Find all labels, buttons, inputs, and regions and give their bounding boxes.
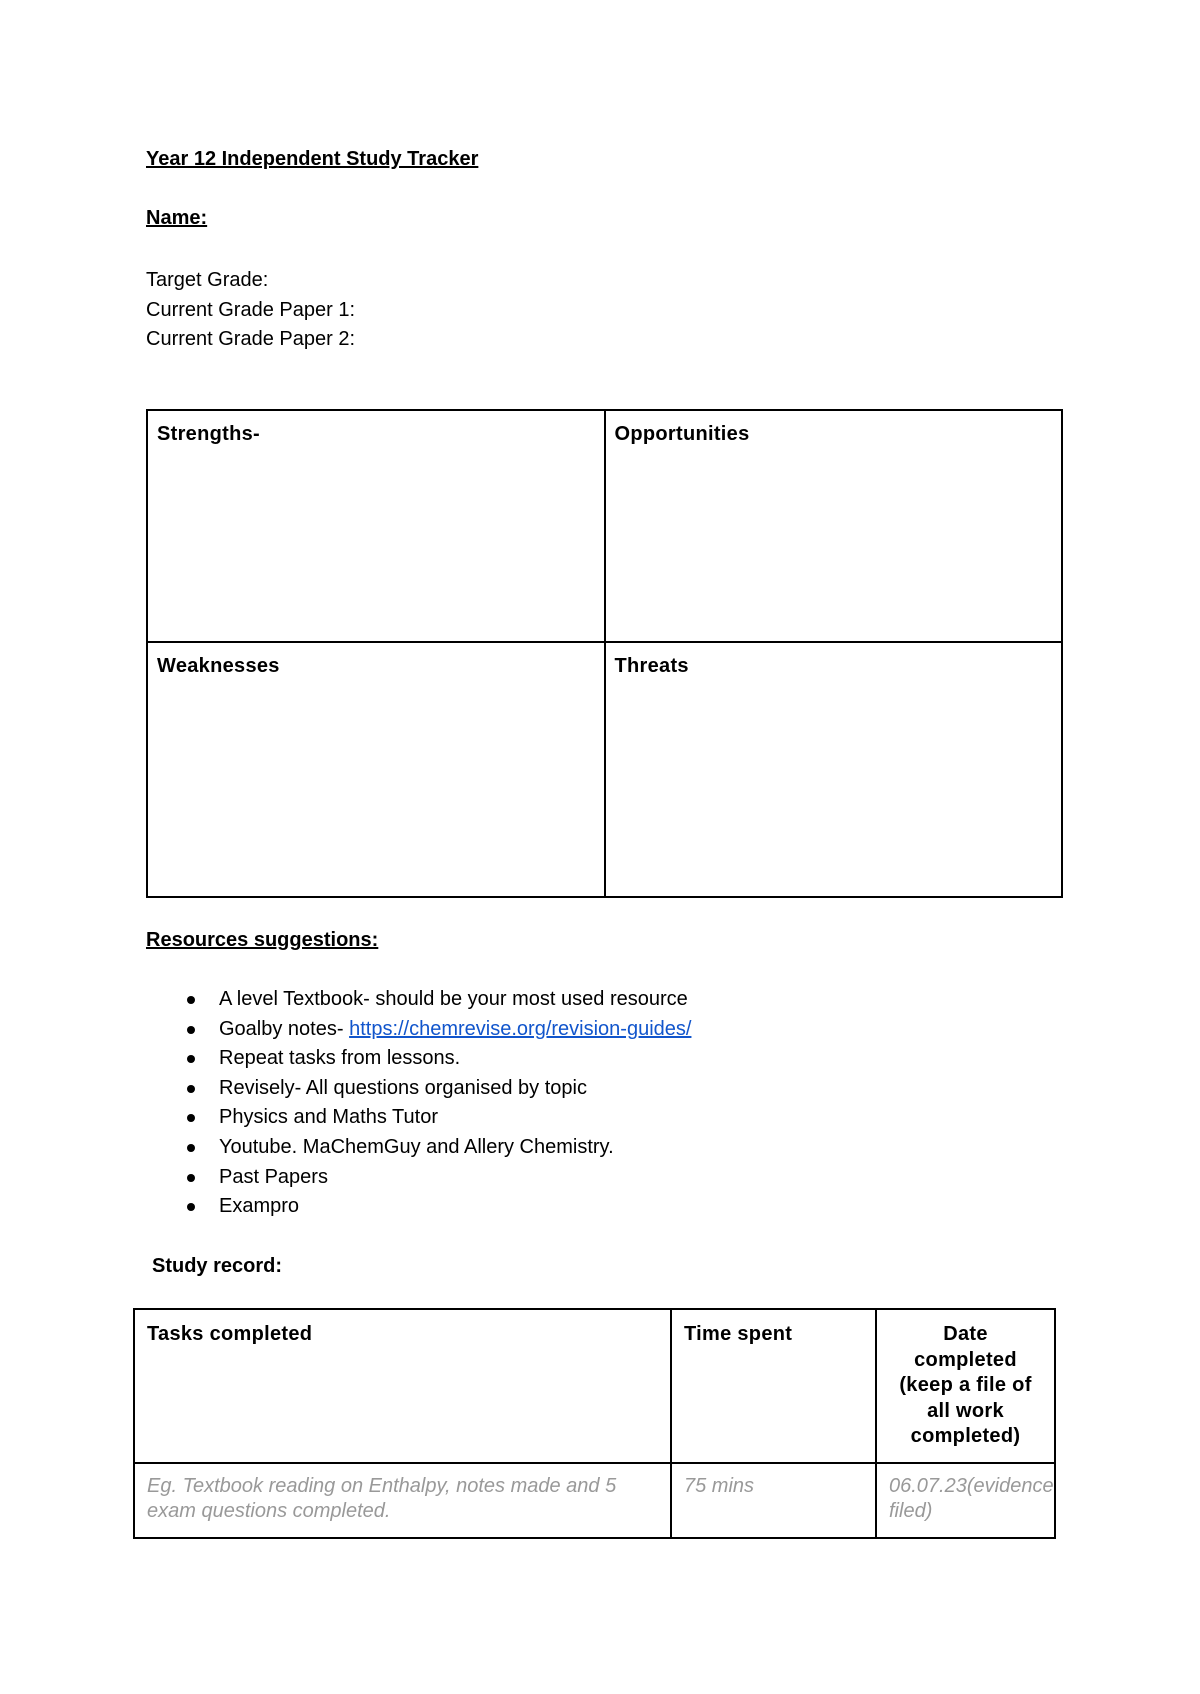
column-header-date: Date completed (keep a file of all work completed): [876, 1309, 1055, 1463]
resource-text: Past Papers: [219, 1165, 328, 1188]
swot-weaknesses-cell: [147, 642, 605, 897]
list-item: [146, 985, 691, 1015]
resource-list: [146, 985, 691, 1222]
example-date-cell[interactable]: 06.07.23(evidence filed): [876, 1463, 1055, 1538]
resource-text: Revisely- All questions organised by topic: [219, 1076, 587, 1099]
swot-strengths-cell: [147, 410, 605, 642]
swot-threats-label: Threats: [614, 655, 689, 677]
study-record-table: [133, 1308, 1056, 1539]
bullet-icon: [187, 1203, 195, 1211]
list-item: [146, 1103, 691, 1133]
study-record-heading: Study record:: [152, 1255, 283, 1277]
resource-text: Goalby notes-: [219, 1017, 350, 1040]
swot-table: [146, 409, 1063, 898]
name-label: Name:: [146, 207, 208, 229]
swot-weaknesses-label: Weaknesses: [157, 655, 280, 677]
bullet-icon: [187, 1026, 195, 1034]
list-item: [146, 1192, 691, 1222]
list-item: [146, 1015, 691, 1045]
example-task-cell[interactable]: Eg. Textbook reading on Enthalpy, notes made and 5 exam questions completed.: [134, 1463, 671, 1538]
bullet-icon: [187, 1174, 195, 1182]
resource-text: Youtube. MaChemGuy and Allery Chemistry.: [219, 1135, 614, 1158]
swot-opportunities-cell: [605, 410, 1063, 642]
resource-text: Physics and Maths Tutor: [219, 1106, 438, 1129]
bullet-icon: [187, 1144, 195, 1152]
resource-text: Repeat tasks from lessons.: [219, 1047, 461, 1070]
swot-strengths-label: Strengths-: [157, 423, 260, 445]
bullet-icon: [187, 1085, 195, 1093]
list-item: [146, 1163, 691, 1193]
grades-block: [146, 266, 355, 355]
table-header-row: [134, 1309, 1055, 1463]
list-item: [146, 1133, 691, 1163]
bullet-icon: [187, 1114, 195, 1122]
resource-text: A level Textbook- should be your most used resource: [219, 988, 688, 1010]
example-time-cell[interactable]: 75 mins: [671, 1463, 876, 1538]
bullet-icon: [187, 1055, 195, 1063]
document-title: Year 12 Independent Study Tracker: [146, 148, 479, 170]
resources-heading: Resources suggestions:: [146, 929, 379, 951]
table-row: [134, 1463, 1055, 1538]
swot-opportunities-label: Opportunities: [614, 423, 750, 445]
target-grade-label: Target Grade:: [146, 269, 269, 291]
list-item: [146, 1044, 691, 1074]
current-grade-paper2-label: Current Grade Paper 2:: [146, 328, 355, 350]
swot-threats-cell: [605, 642, 1063, 897]
list-item: [146, 1074, 691, 1104]
current-grade-paper1-label: Current Grade Paper 1:: [146, 298, 355, 321]
column-header-time: Time spent: [671, 1309, 876, 1463]
resource-text: Exampro: [219, 1195, 300, 1218]
chemrevise-link[interactable]: https://chemrevise.org/revision-guides/: [349, 1017, 692, 1040]
bullet-icon: [187, 996, 195, 1004]
column-header-tasks: Tasks completed: [134, 1309, 671, 1463]
